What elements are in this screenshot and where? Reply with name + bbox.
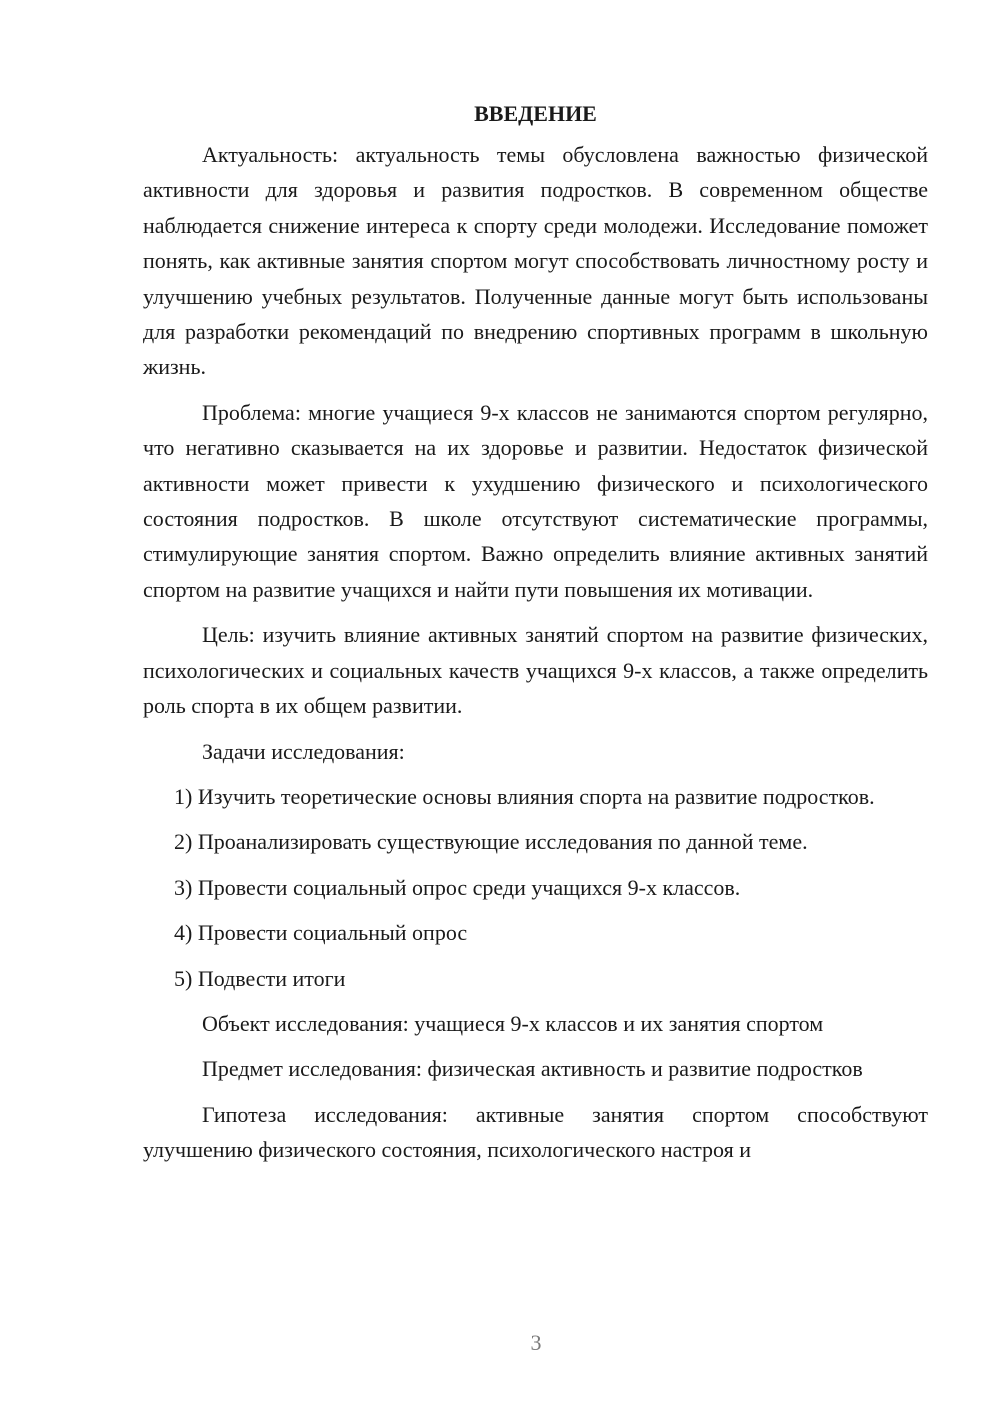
subject-paragraph: Предмет исследования: физическая активность и развитие подростков bbox=[202, 1056, 863, 1082]
task-item: 5) Подвести итоги bbox=[174, 965, 346, 991]
task-item: 1) Изучить теоретические основы влияния спорта на развитие подростков. bbox=[174, 783, 875, 809]
page-number: 3 bbox=[530, 1330, 542, 1355]
document-body bbox=[143, 96, 928, 1168]
object-paragraph: Объект исследования: учащиеся 9-х классов и их занятия спортом bbox=[202, 1010, 824, 1036]
hypothesis-paragraph: Гипотеза исследования: активные занятия спортом способствуют улучшению физического состояния, психологического настроя и bbox=[143, 1101, 928, 1163]
task-item: 3) Провести социальный опрос среди учащихся 9-х классов. bbox=[174, 874, 741, 900]
section-heading: ВВЕДЕНИЕ bbox=[474, 101, 597, 126]
task-item: 4) Провести социальный опрос bbox=[174, 920, 468, 946]
goal-paragraph: Цель: изучить влияние активных занятий спортом на развитие физических, психологических и социальных качеств учащихся 9-х классов, а также определить роль спорта в их общем развитии. bbox=[143, 622, 928, 719]
tasks-heading: Задачи исследования: bbox=[202, 738, 405, 764]
relevance-paragraph: Актуальность: актуальность темы обусловлена важностью физической активности для здоровья и развития подростков. В современном обществе наблюдается снижение интереса к спорту среди молодежи. Исследование поможет понять, как активные занятия спортом могут способствовать личностному росту и улучшению учебных результатов. Полученные данные могут быть использованы для разработки рекомендаций по внедрению спортивных программ в школьную жизнь. bbox=[143, 142, 928, 380]
problem-paragraph: Проблема: многие учащиеся 9-х классов не занимаются спортом регулярно, что негативно сказывается на их здоровье и развитии. Недостаток физической активности может привести к ухудшению физического и психологического состояния подростков. В школе отсутствуют систематические программы, стимулирующие занятия спортом. Важно определить влияние активных занятий спортом на развитие учащихся и найти пути повышения их мотивации. bbox=[143, 399, 928, 602]
task-item: 2) Проанализировать существующие исследования по данной теме. bbox=[174, 829, 808, 855]
